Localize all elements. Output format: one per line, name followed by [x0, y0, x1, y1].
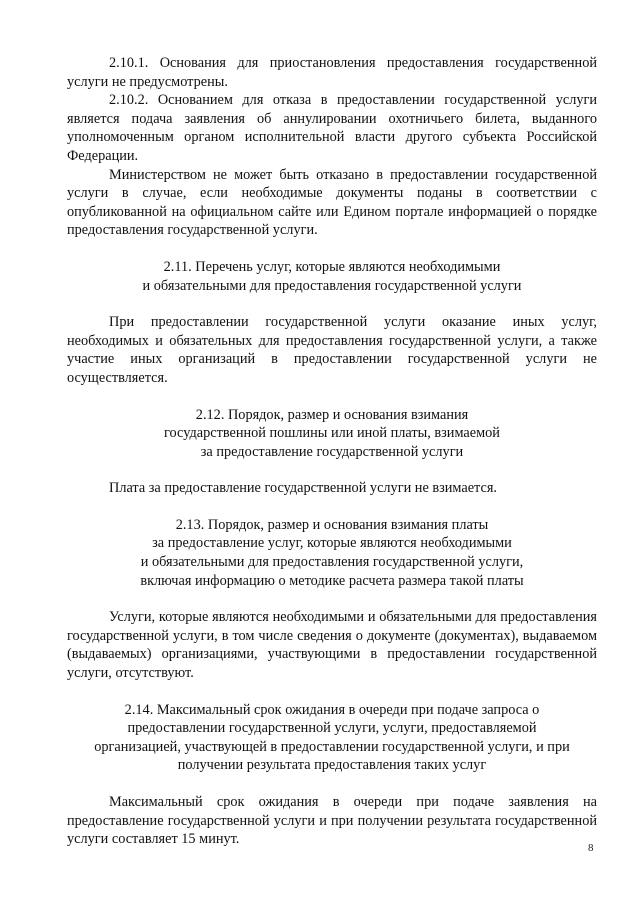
heading-line: государственной пошлины или иной платы, взимаемой	[164, 425, 500, 442]
heading-line: включая информацию о методике расчета размера такой платы	[140, 572, 524, 589]
paragraph-2-11-body: При предоставлении государственной услуги оказание иных услуг, необходимых и обязательных для предоставления государственной услуги, а также участие иных организаций в предоставлении государственной услуги не осуществляется.	[67, 314, 597, 386]
heading-2-14	[67, 701, 597, 775]
heading-line: и обязательными для предоставления государственной услуги	[142, 277, 522, 294]
heading-line: 2.13. Порядок, размер и основания взимания платы	[175, 516, 489, 533]
heading-line: получении результата предоставления таких услуг	[177, 757, 487, 774]
document-body	[67, 54, 597, 849]
heading-line: и обязательными для предоставления государственной услуги,	[140, 554, 524, 571]
paragraph-2-10-2: 2.10.2. Основанием для отказа в предоставлении государственной услуги является подача заявления об аннулировании охотничьего билета, выданного уполномоченным органом исполнительной власти другого субъекта Российской Федерации.	[67, 92, 597, 164]
heading-2-13	[67, 516, 597, 590]
heading-2-12	[67, 406, 597, 462]
paragraph-refusal-exception: Министерством не может быть отказано в предоставлении государственной услуги в случае, если необходимые документы поданы в соответствии с опубликованной на официальном сайте или Едином портале информацией о порядке предоставления государственной услуги.	[67, 166, 597, 239]
paragraph-2-12-body: Плата за предоставление государственной услуги не взимается.	[109, 480, 497, 497]
paragraph-2-10-1: 2.10.1. Основания для приостановления предоставления государственной услуги не предусмотрены.	[67, 55, 597, 90]
paragraph-2-13-body: Услуги, которые являются необходимыми и обязательными для предоставления государственной услуги, в том числе сведения о документе (документах), выдаваемом (выдаваемых) организациями, участвующими в предоставлении государственной услуги, отсутствуют.	[67, 609, 597, 682]
heading-line: предоставлении государственной услуги, услуги, предоставляемой	[127, 720, 537, 737]
heading-line: 2.11. Перечень услуг, которые являются необходимыми	[163, 258, 501, 275]
heading-line: 2.12. Порядок, размер и основания взимания	[195, 406, 469, 423]
heading-line: за предоставление государственной услуги	[200, 443, 464, 460]
heading-2-11	[67, 258, 597, 295]
page-number: 8	[588, 842, 594, 854]
heading-line: за предоставление услуг, которые являются необходимыми	[152, 535, 512, 552]
heading-line: организацией, участвующей в предоставлении государственной услуги, и при	[94, 738, 570, 755]
paragraph-2-14-body: Максимальный срок ожидания в очереди при подаче заявления на предоставление государственной услуги и при получении результата государственной услуги составляет 15 минут.	[67, 794, 597, 848]
heading-line: 2.14. Максимальный срок ожидания в очереди при подаче запроса о	[124, 701, 540, 718]
